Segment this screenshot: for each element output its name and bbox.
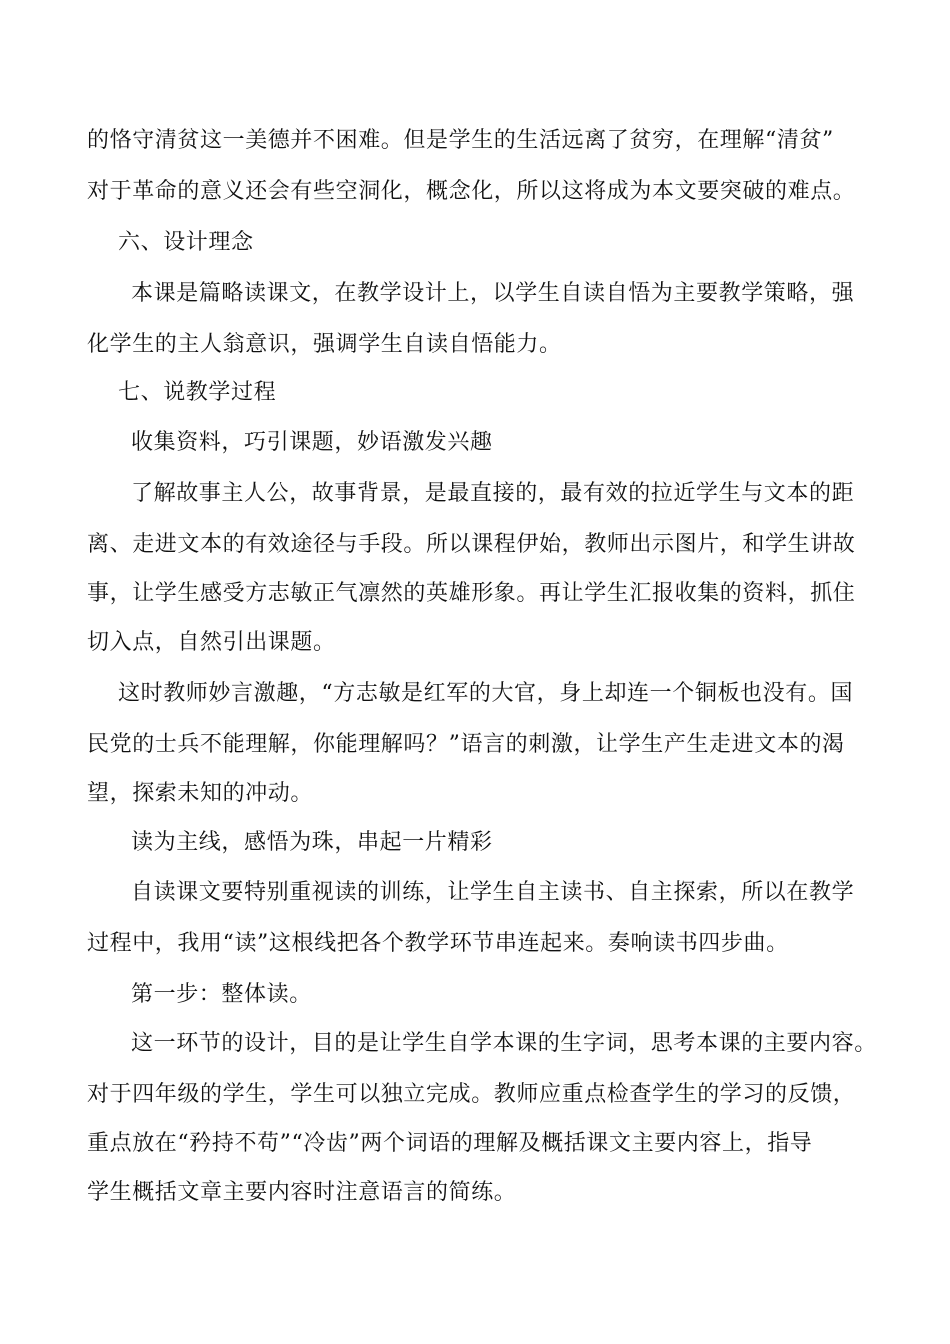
text-line: 化学生的主人翁意识，强调学生自读自悟能力。 [87,332,562,357]
subheading: 读为主线，感悟为珠，串起一片精彩 [131,830,493,855]
text-line: 了解故事主人公，故事背景，是最直接的，最有效的拉近学生与文本的距 [131,481,855,506]
section-heading: 六、设计理念 [118,230,254,255]
text-line: 自读课文要特别重视读的训练，让学生自主读书、自主探索，所以在教学 [131,880,855,905]
subheading: 第一步：整体读。 [131,982,312,1007]
text-line: 本课是篇略读课文，在教学设计上，以学生自读自悟为主要教学策略，强 [131,281,855,306]
text-line: 切入点，自然引出课题。 [87,630,336,655]
text-line: 民党的士兵不能理解，你能理解吗？”语言的刺激，让学生产生走进文本的渴 [87,732,845,757]
text-line: 的恪守清贫这一美德并不困难。但是学生的生活远离了贫穷，在理解“清贫” [87,128,834,153]
text-line: 这时教师妙言激趣，“方志敏是红军的大官，身上却连一个铜板也没有。国 [118,681,854,706]
text-line: 事，让学生感受方志敏正气凛然的英雄形象。再让学生汇报收集的资料，抓住 [87,581,856,606]
text-line: 过程中，我用“读”这根线把各个教学环节串连起来。奏响读书四步曲。 [87,931,789,956]
subheading: 收集资料，巧引课题，妙语激发兴趣 [131,430,493,455]
text-line: 望，探索未知的冲动。 [87,781,314,806]
text-line: 重点放在“矜持不苟”“冷齿”两个词语的理解及概括课文主要内容上，指导 [87,1131,813,1156]
text-line: 这一环节的设计，目的是让学生自学本课的生字词，思考本课的主要内容。 [131,1031,877,1056]
text-line: 学生概括文章主要内容时注意语言的简练。 [87,1180,517,1205]
text-line: 对于革命的意义还会有些空洞化，概念化，所以这将成为本文要突破的难点。 [87,179,856,204]
text-line: 对于四年级的学生，学生可以独立完成。教师应重点检查学生的学习的反馈， [87,1082,856,1107]
text-line: 离、走进文本的有效途径与手段。所以课程伊始，教师出示图片，和学生讲故 [87,532,856,557]
section-heading: 七、说教学过程 [118,380,277,405]
